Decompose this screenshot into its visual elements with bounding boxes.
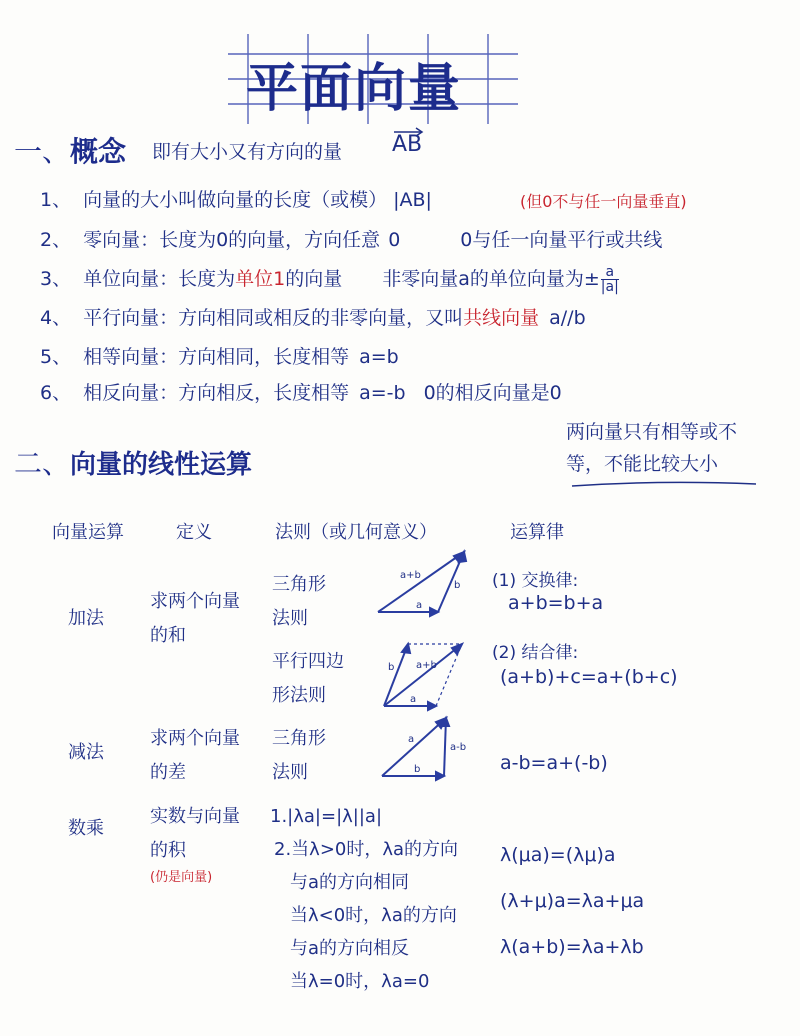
b-arrowhead (402, 644, 410, 653)
addition-rule-triangle (272, 568, 326, 636)
addition-def-line-2: 的和 (150, 625, 186, 646)
item-extra-2: 0的相反向量是0 (423, 382, 562, 404)
item-text-tail: 的向量 (285, 268, 343, 290)
concept-item-5 (40, 342, 399, 369)
concept-definition: 即有大小又有方向的量 (152, 141, 343, 163)
label-sum: a+b (416, 660, 437, 671)
section1-number: 一、 (14, 135, 71, 168)
law-subtraction: a-b=a+(-b) (500, 752, 608, 774)
header-rule: 法则（或几何意义） (275, 522, 437, 543)
item-extra: a=-b (359, 382, 406, 404)
a-arrowhead (430, 608, 438, 616)
scalar-rule-2: 2.当λ>0时，λa的方向 (274, 839, 459, 860)
scalar-def-line-1: 实数与向量 (150, 806, 240, 827)
addition-definition (150, 585, 240, 653)
fraction-denominator: |a| (600, 279, 619, 295)
law-commutative: a+b=b+a (508, 592, 604, 614)
scalar-rules (270, 800, 458, 998)
rule-line-2: 法则 (272, 762, 308, 783)
law-associative: (a+b)+c=a+(b+c) (500, 666, 678, 688)
scalar-definition (150, 800, 240, 868)
scalar-rule-1: 1.|λa|=|λ||a| (270, 806, 383, 827)
title-block (228, 34, 518, 124)
subtraction-rule-triangle (272, 722, 326, 790)
subtraction-name: 减法 (68, 742, 104, 763)
item-extra: a//b (549, 307, 586, 329)
rule-line-1: 平行四边 (272, 651, 344, 672)
addition-rule-parallelogram (272, 645, 344, 713)
subtraction-triangle-diagram (378, 712, 478, 782)
vector-ab-symbol (392, 132, 422, 157)
scalar-rule-6: 当λ=0时，λa=0 (290, 971, 430, 992)
scalar-rule-4: 当λ<0时，λa的方向 (290, 905, 457, 926)
item-text: 向量的大小叫做向量的长度（或模） (83, 189, 388, 211)
scalar-law-3: λ(a+b)=λa+λb (500, 936, 644, 958)
item-text: 平行向量：方向相同或相反的非零向量，又叫 (83, 307, 464, 329)
vector-ab-text: AB (392, 132, 423, 157)
subtraction-definition (150, 722, 240, 790)
note-line-2: 等，不能比较大小 (566, 453, 719, 475)
item-text-red: 单位1 (235, 268, 286, 290)
law-commutative-title: (1) 交换律: (492, 571, 579, 591)
item-extra: a=b (359, 346, 399, 368)
label-a: a (408, 734, 415, 745)
scalar-law-1: λ(μa)=(λμ)a (500, 844, 616, 866)
label-b: b (388, 662, 395, 673)
zero-vector-note: (但0不与任一向量垂直) (520, 192, 687, 211)
label-b: b (454, 580, 461, 591)
item-symbol: 0 (388, 229, 401, 251)
rule-line-1: 三角形 (272, 728, 326, 749)
section2-title: 向量的线性运算 (70, 450, 253, 480)
header-definition: 定义 (176, 522, 212, 543)
label-diff: a-b (450, 742, 467, 753)
item-index: 6、 (40, 382, 72, 404)
section2-heading (14, 442, 252, 482)
scalar-rule-5: 与a的方向相反 (290, 938, 410, 959)
a-arrowhead (428, 702, 436, 710)
item-index: 3、 (40, 268, 72, 290)
label-a: a (416, 600, 423, 611)
section2-number: 二、 (14, 447, 71, 480)
b-arrowhead (436, 772, 444, 780)
rule-line-2: 法则 (272, 608, 308, 629)
item-extra: |AB| (393, 189, 432, 211)
concept-item-4 (40, 303, 586, 330)
note-underline (570, 478, 760, 490)
scalar-definition-note: (仍是向量) (150, 870, 213, 885)
compare-note (566, 416, 737, 480)
item-index: 4、 (40, 307, 72, 329)
item-index: 2、 (40, 229, 72, 251)
section1-title: 概念 (70, 135, 127, 168)
subtraction-def-line-1: 求两个向量 (150, 728, 240, 749)
item-extra: 非零向量a的单位向量为± (382, 268, 600, 290)
scalar-laws (500, 832, 644, 970)
label-sum: a+b (400, 570, 421, 581)
item-text: 相反向量：方向相反，长度相等 (83, 382, 350, 404)
scalar-name: 数乘 (68, 818, 104, 839)
addition-triangle-diagram (376, 548, 476, 618)
note-line-1: 两向量只有相等或不 (566, 421, 738, 443)
scalar-rule-3: 与a的方向相同 (290, 872, 410, 893)
page-title: 平面向量 (246, 59, 463, 119)
label-a: a (410, 694, 417, 705)
item-text-red: 共线向量 (463, 307, 540, 329)
item-extra: 0与任一向量平行或共线 (460, 229, 663, 251)
rule-line-2: 形法则 (272, 685, 326, 706)
scalar-law-2: (λ+μ)a=λa+μa (500, 890, 645, 912)
concept-item-3 (40, 264, 619, 294)
law-associative-title: (2) 结合律: (492, 643, 579, 663)
item-text: 零向量：长度为0的向量，方向任意 (83, 229, 381, 251)
item-index: 5、 (40, 346, 72, 368)
concept-item-1 (40, 185, 432, 212)
section1-heading (14, 130, 126, 170)
subtraction-def-line-2: 的差 (150, 762, 186, 783)
item-text: 单位向量：长度为 (83, 268, 236, 290)
concept-item-2 (40, 225, 662, 252)
scalar-def-line-2: 的积 (150, 840, 186, 861)
vector-arrow-icon (392, 126, 426, 136)
item-index: 1、 (40, 189, 72, 211)
addition-def-line-1: 求两个向量 (150, 591, 240, 612)
fraction-numerator: a (601, 265, 619, 280)
unit-vector-fraction (601, 265, 619, 294)
label-b: b (414, 764, 421, 775)
concept-item-6 (40, 378, 562, 405)
rule-line-1: 三角形 (272, 574, 326, 595)
header-operation: 向量运算 (52, 522, 124, 543)
addition-parallelogram-diagram (380, 638, 472, 710)
item-text: 相等向量：方向相同，长度相等 (83, 346, 350, 368)
header-law: 运算律 (510, 522, 564, 543)
addition-name: 加法 (68, 608, 104, 629)
